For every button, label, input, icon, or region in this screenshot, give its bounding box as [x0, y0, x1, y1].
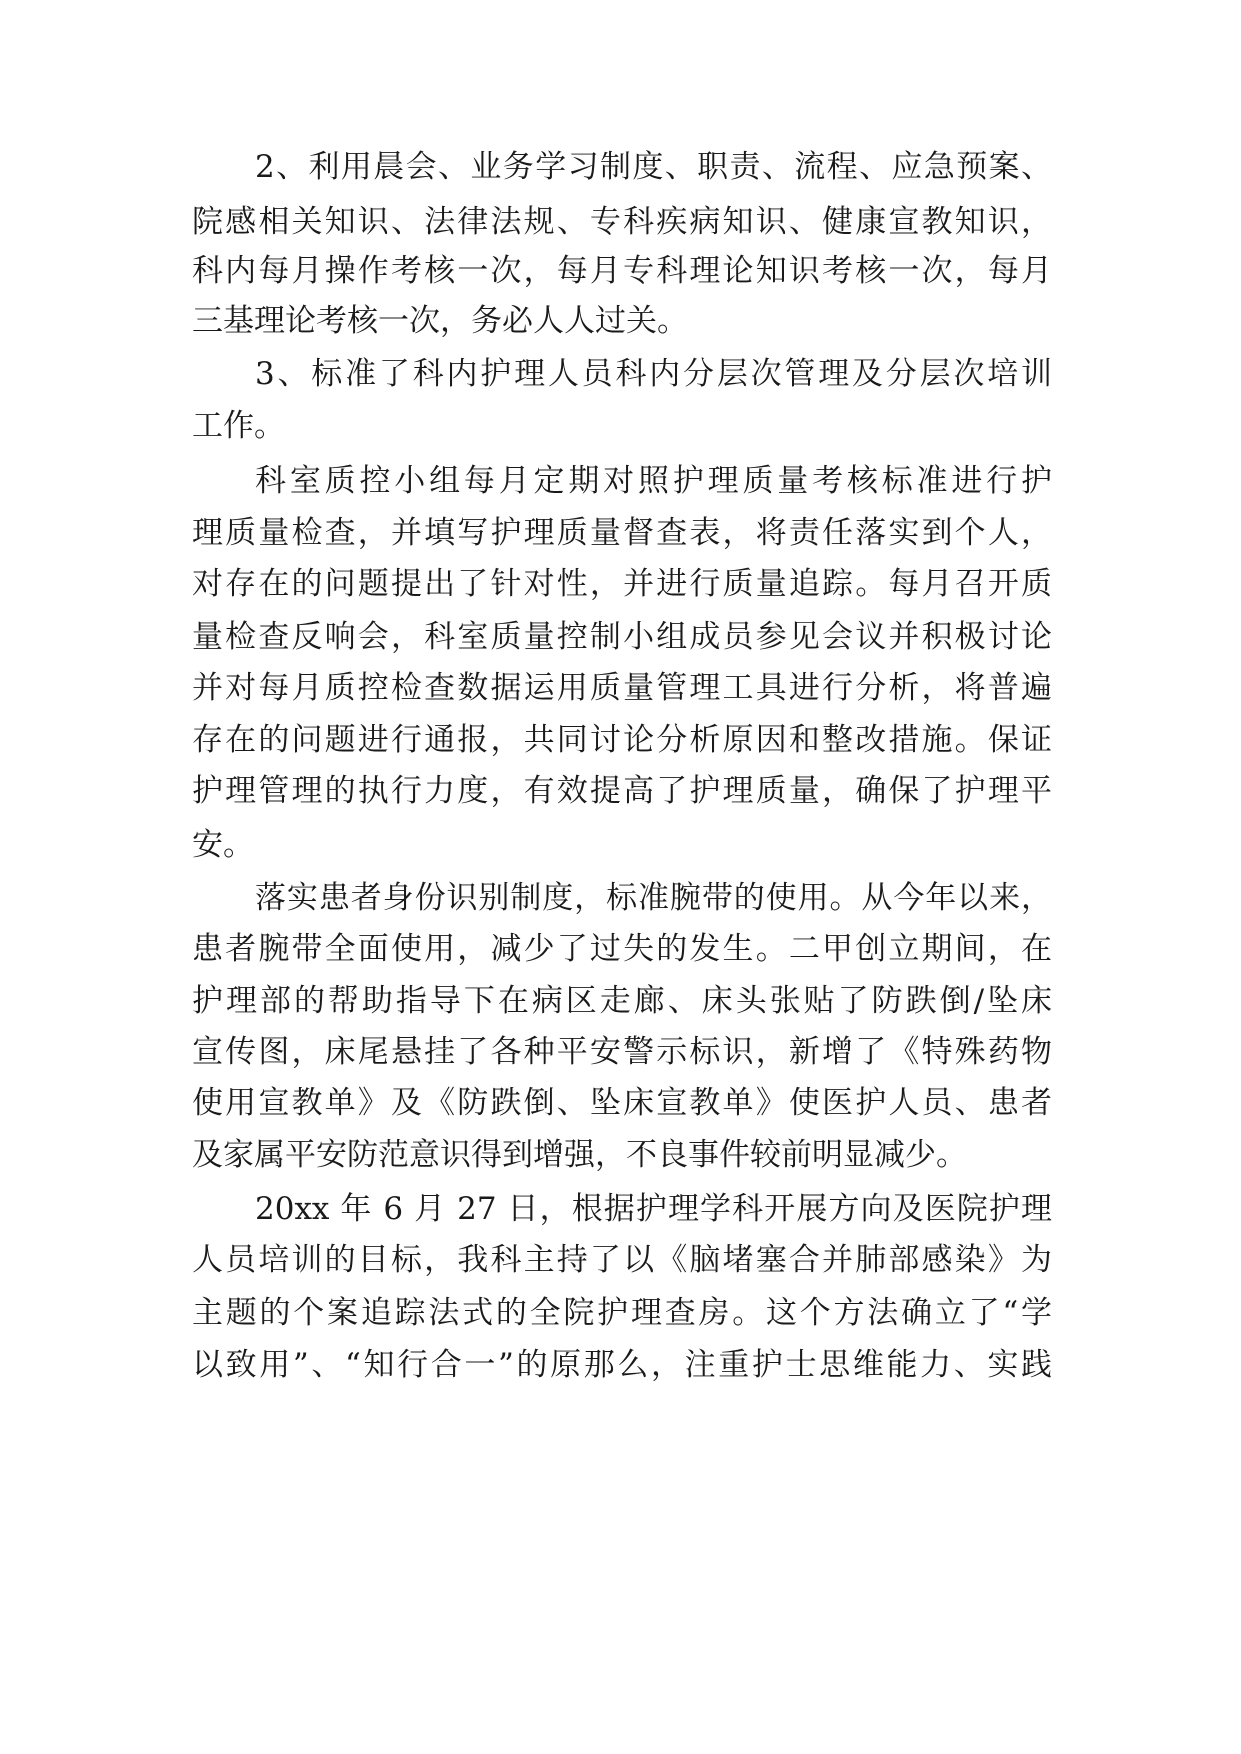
text-line: 及家属平安防范意识得到增强，不良事件较前明显减少。 — [192, 1137, 967, 1173]
text-line: 宣传图，床尾悬挂了各种平安警示标识，新增了《特殊药物 — [192, 1034, 1052, 1070]
text-line: 护理管理的执行力度，有效提高了护理质量，确保了护理平 — [192, 773, 1052, 809]
text-line: 落实患者身份识别制度，标准腕带的使用。从今年以来， — [255, 880, 1052, 916]
text-line: 量检查反响会，科室质量控制小组成员参见会议并积极讨论 — [192, 619, 1052, 655]
text-line: 主题的个案追踪法式的全院护理查房。这个方法确立了“学 — [192, 1295, 1052, 1331]
text-line: 并对每月质控检查数据运用质量管理工具进行分析，将普遍 — [192, 670, 1052, 706]
text-line: 科内每月操作考核一次，每月专科理论知识考核一次，每月 — [192, 253, 1052, 289]
text-line: 安。 — [192, 827, 254, 863]
text-line: 理质量检查，并填写护理质量督查表，将责任落实到个人， — [192, 515, 1052, 551]
text-line: 2、利用晨会、业务学习制度、职责、流程、应急预案、 — [255, 149, 1052, 185]
text-line: 院感相关知识、法律法规、专科疾病知识、健康宣教知识， — [192, 204, 1052, 240]
text-line: 存在的问题进行通报，共同讨论分析原因和整改措施。保证 — [192, 722, 1052, 758]
text-line: 3、标准了科内护理人员科内分层次管理及分层次培训 — [255, 356, 1052, 392]
text-line: 患者腕带全面使用，减少了过失的发生。二甲创立期间，在 — [192, 931, 1052, 967]
text-line: 科室质控小组每月定期对照护理质量考核标准进行护 — [255, 463, 1052, 499]
text-line: 护理部的帮助指导下在病区走廊、床头张贴了防跌倒/坠床 — [192, 983, 1052, 1019]
text-line: 使用宣教单》及《防跌倒、坠床宣教单》使医护人员、患者 — [192, 1085, 1052, 1121]
text-line: 20xx 年 6 月 27 日，根据护理学科开展方向及医院护理 — [255, 1191, 1052, 1227]
text-line: 以致用”、“知行合一”的原那么，注重护士思维能力、实践 — [192, 1347, 1052, 1383]
text-line: 三基理论考核一次，务必人人过关。 — [192, 303, 688, 339]
text-line: 对存在的问题提出了针对性，并进行质量追踪。每月召开质 — [192, 566, 1052, 602]
text-line: 人员培训的目标，我科主持了以《脑堵塞合并肺部感染》为 — [192, 1242, 1052, 1278]
text-line: 工作。 — [192, 408, 285, 444]
